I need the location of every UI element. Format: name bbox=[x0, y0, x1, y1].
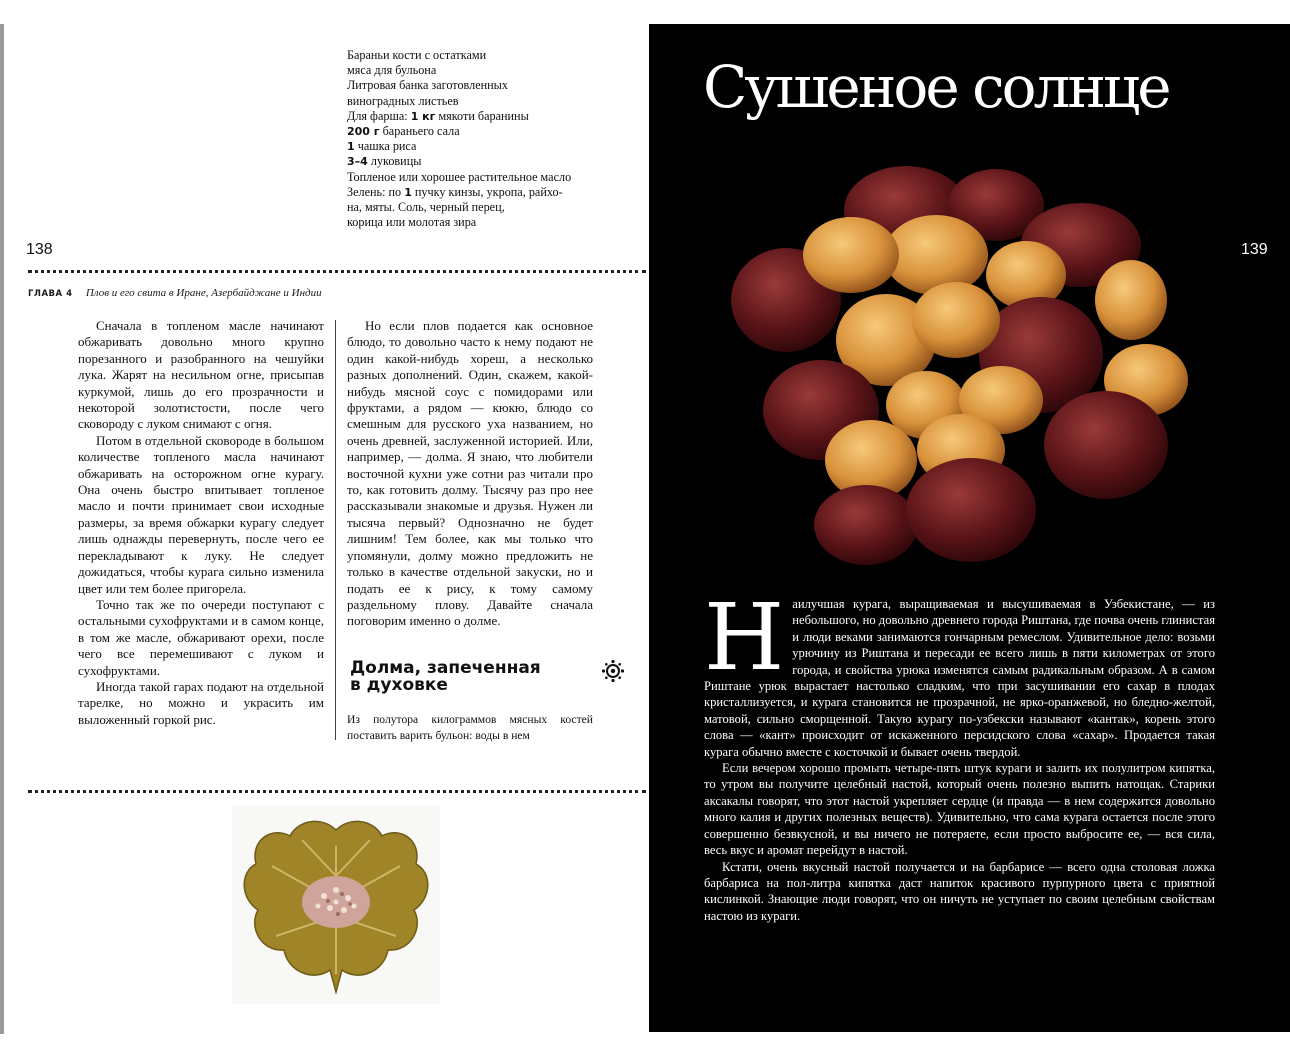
column-rule bbox=[335, 320, 336, 740]
dotted-divider-bottom bbox=[28, 790, 646, 793]
ingredient-qty: 200 г bbox=[347, 125, 380, 139]
ingredient-line: на, мяты. Соль, черный перец, bbox=[347, 200, 505, 215]
ingredient-line bbox=[347, 109, 607, 124]
ingredients-list bbox=[347, 48, 607, 230]
drop-cap: Н bbox=[704, 584, 785, 691]
chapter-title: Плов и его свита в Иране, Азербайджане и Индии bbox=[85, 287, 322, 299]
paragraph: Из полутора килограммов мясных костей поставить варить бульон: воды в нем bbox=[347, 713, 593, 742]
paragraph: аилучшая курага, выращиваемая и высушиваемая в Узбекистане, — из небольшого, но довольно древнего города Риштана, где почва очень глинистая и люди веками занимаются гончарным ремеслом. Удивительное дело: возьми урючину из Риштана и пересади ее всего лишь в пяти километрах от этого города, и свойства урюка изменятся самым радикальным образом. А в самом Риштане урюк вырастает настолько сладким, что при засушивании его сахар в плодах кристаллизуется, и курага становится не прозрачной, не ярко-оранжевой, но бледно-желтой, матовой, сильно сморщенной. Такую курагу по-узбекски называют «кантак», корень этого слова — «кант» происходит от искаженного персидского слова «сахар». Продается такая курага обычно вместе с косточкой и бывает очень твердой. bbox=[704, 597, 1215, 759]
ingredient-text: бараньего сала bbox=[379, 124, 460, 139]
ingredient-qty: 3–4 bbox=[347, 155, 368, 169]
ingredient-qty: 1 bbox=[347, 140, 355, 154]
ingredient-qty: 1 bbox=[404, 185, 412, 199]
text-column-3 bbox=[347, 712, 593, 744]
ingredient-line bbox=[347, 154, 607, 169]
paragraph: Точно так же по очереди поступают с остальными сухофруктами и в самом конце, в том же масле, обжаривают орехи, после чего все перемешивают с луком и сухофруктами. bbox=[78, 596, 324, 678]
page-number-left: 138 bbox=[26, 241, 53, 258]
page-number-right: 139 bbox=[1241, 241, 1268, 258]
dotted-divider-top bbox=[28, 270, 646, 273]
paragraph: Кстати, очень вкусный настой получается и на барбарисе — всего одна столовая ложка барбариса на пол-литра кипятка даст напиток красивого пурпурного цвета с приятной кислинкой. Знающие люди говорят, что он ничуть не уступает по своим целебным свойствам настою из кураги. bbox=[704, 859, 1215, 923]
subheading-line: Долма, запеченная bbox=[350, 658, 541, 678]
grape-leaf-image bbox=[232, 806, 440, 1004]
text-column-2 bbox=[347, 318, 593, 630]
ingredient-line: Бараньи кости с остатками bbox=[347, 48, 487, 62]
text-column-1 bbox=[78, 318, 324, 728]
ingredient-text: чашка риса bbox=[354, 139, 417, 154]
recipe-subheading bbox=[350, 660, 580, 694]
ingredient-line: Топленое или хорошее растительное масло bbox=[347, 169, 572, 184]
ingredient-line: корица или молотая зира bbox=[347, 215, 477, 230]
ingredient-text: Для фарша: bbox=[347, 108, 411, 123]
chapter-label: ГЛАВА 4 bbox=[28, 289, 73, 299]
ingredient-qty: 1 кг bbox=[410, 109, 436, 123]
grape-leaf-photo bbox=[232, 806, 440, 1004]
ingredient-text: Зелень: по bbox=[347, 184, 405, 199]
ingredient-line bbox=[347, 139, 607, 154]
paragraph: Иногда такой гарах подают на отдельной тарелке, но можно и украсить им выложенный горкой рис. bbox=[78, 678, 324, 727]
paragraph: Сначала в топленом масле начинают обжаривать довольно много крупно порезанного и разобранного на чешуйки лука. Жарят на несильном огне, присыпав куркумой, лишь до его прозрачности и некоторой золотистости, после чего сковороду с луком снимают с огня. bbox=[78, 318, 324, 432]
paragraph: Потом в отдельной сковороде в большом количестве топленого масла начинают обжаривать на осторожном огне курагу. Она очень быстро впитывает топленое масло и почти принимает свои исходные размеры, за время обжарки курагу следует лишь однажды перевернуть, после чего ее перекладывают к луку. Не следует дожидаться, чтобы курага сильно изменила цвет или тем более пригорела. bbox=[78, 432, 324, 596]
ingredient-line: мяса для бульона bbox=[347, 63, 437, 78]
chapter-header bbox=[28, 287, 322, 299]
ingredient-text: луковицы bbox=[367, 154, 422, 169]
ingredient-line: Литровая банка заготовленных bbox=[347, 78, 508, 93]
ingredient-line bbox=[347, 185, 607, 200]
ornament-icon bbox=[601, 659, 625, 683]
paragraph: Но если плов подается как основное блюдо, то довольно часто к нему подают не один какой-нибудь хореш, а несколько разных дополнений. Один, скажем, какой-нибудь мясной соус с помидорами или фруктами, а рядом — кюкю, блюдо со смешным для русского уха названием, но очень древней, заслуженной историей. Или, например, — долма. Я знаю, что любители восточной кухни уже сотни раз читали про то, как готовить долму. Тысячу раз про нее рассказывали знакомые и друзья. Нужен ли тысяча первый? Однозначно не будет лишним! Тем более, как мы только что упомянули, долму можно предложить не только в качестве отдельной закуски, но и подать ее к рису, к тому самому раздельному плову. Давайте сначала поговорим именно о долме. bbox=[347, 318, 593, 629]
ingredient-text: мякоти баранины bbox=[435, 108, 529, 123]
paragraph: Если вечером хорошо промыть четыре-пять штук кураги и залить их полулитром кипятка, то утром вы получите целебный настой, который очень полезно выпить натощак. Старики аксакалы говорят, что этот настой укрепляет сердце (и правда — в нем содержится довольно много калия и других полезных веществ). Удивительно, что сама курага остается после этого совершенно безвкусной, и вы ничего не потеряете, если просто выбросите ее, — вся сила, весь вкус и аромат перейдут в настой. bbox=[704, 761, 1215, 858]
article-title: Сушеное солнце bbox=[703, 53, 1169, 121]
ingredient-line: виноградных листьев bbox=[347, 93, 459, 108]
apricot-cluster bbox=[731, 166, 1188, 565]
dried-apricots-photo bbox=[726, 160, 1196, 580]
ingredient-line bbox=[347, 124, 607, 139]
ingredient-text: пучку кинзы, укропа, райхо- bbox=[411, 184, 563, 199]
subheading-line: в духовке bbox=[350, 675, 448, 695]
article-body bbox=[704, 584, 1215, 924]
